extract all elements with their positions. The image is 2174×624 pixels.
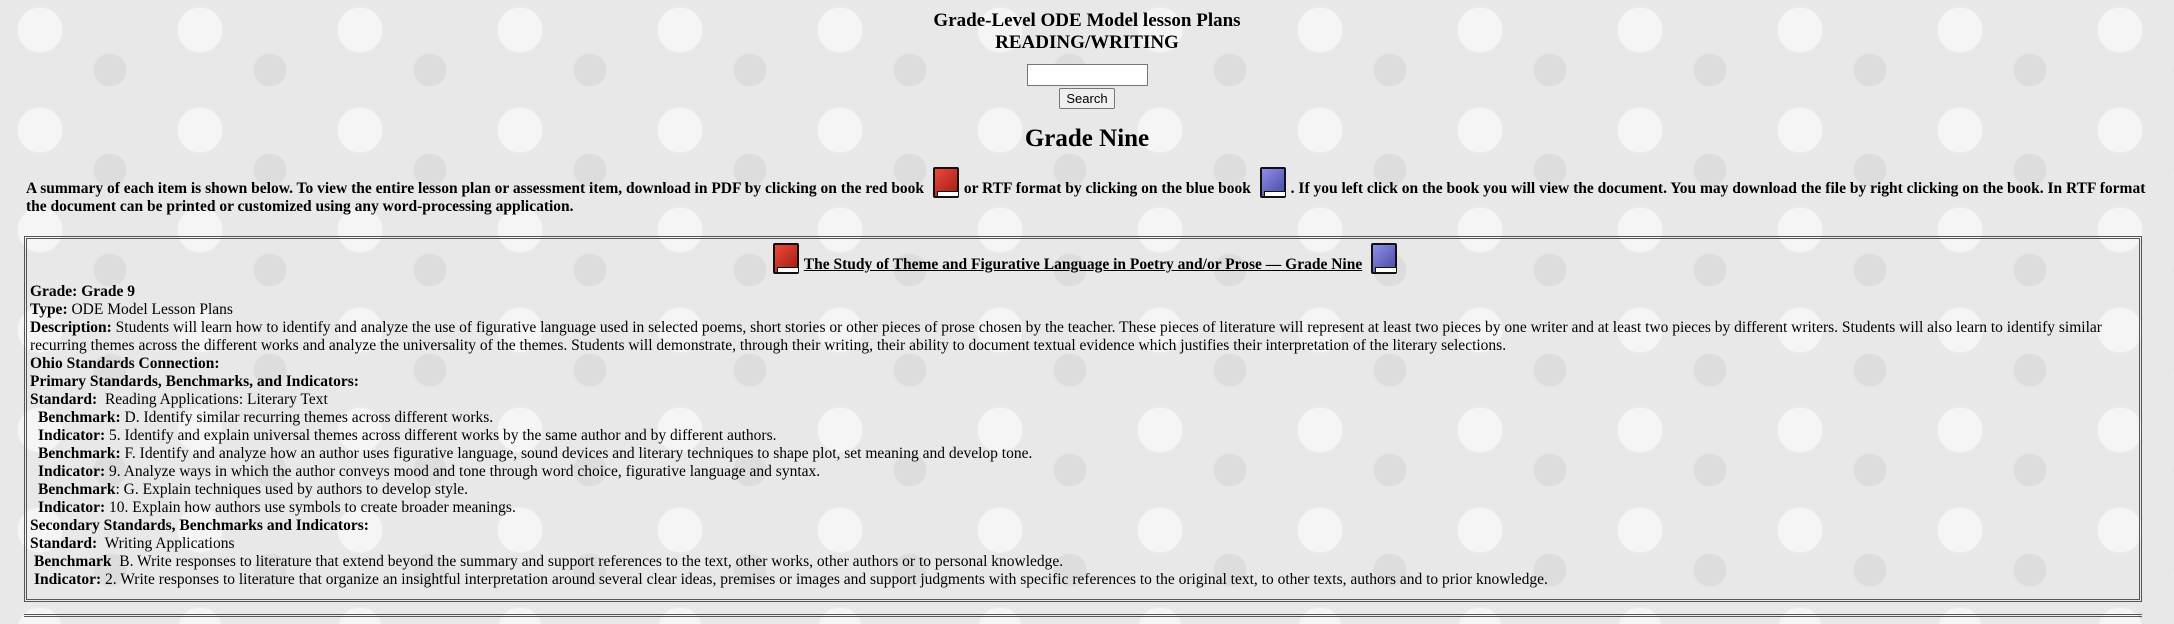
grade-row: Grade: Grade 9: [30, 283, 136, 300]
indicator-row: Indicator: 2. Write responses to literature that organize an insightful interpretation around several clear ideas, premises or images and support judgments with specific references to the original text, to other texts, authors and to prior knowledge.: [34, 571, 1548, 588]
page-subtitle: READING/WRITING: [995, 32, 1179, 53]
blue-book-icon: [1258, 167, 1284, 197]
benchmark-row: Benchmark: F. Identify and analyze how an author uses figurative language, sound devices and literary techniques to shape plot, set meaning and develop tone.: [38, 445, 1033, 462]
grade-heading: Grade Nine: [1024, 125, 1150, 152]
indicator-row: Indicator: 5. Identify and explain universal themes across different works by the same author and by different authors.: [38, 427, 777, 444]
summary-part3: . If you left click on the book you will view the document. You may download the file by right clicking on the book. In RTF format the document can be printed or customized using any word-processing application.: [26, 180, 2146, 215]
benchmark-row: Benchmark B. Write responses to literature that extend beyond the summary and support references to the text, other works, other authors or to personal knowledge.: [34, 553, 1064, 570]
summary-part2: or RTF format by clicking on the blue book: [963, 180, 1251, 197]
secondary-standards-heading: Secondary Standards, Benchmarks and Indicators:: [30, 517, 369, 534]
search-input[interactable]: [1027, 64, 1148, 86]
rtf-download-blue-book-icon[interactable]: [1369, 243, 1395, 273]
indicator-row: Indicator: 9. Analyze ways in which the author conveys mood and tone through word choice, figurative language and syntax.: [38, 463, 821, 480]
benchmark-row: Benchmark: G. Explain techniques used by authors to develop style.: [38, 481, 469, 498]
benchmark-row: Benchmark: D. Identify similar recurring themes across different works.: [38, 409, 494, 426]
lesson-details: [30, 283, 2136, 589]
standard-row: Standard: Writing Applications: [30, 535, 235, 552]
pdf-download-red-book-icon[interactable]: [771, 243, 797, 273]
primary-standards-heading: Primary Standards, Benchmarks, and Indicators:: [30, 373, 359, 390]
lesson-panel: [24, 236, 2142, 602]
search-button[interactable]: Search: [1059, 88, 1114, 109]
ohio-standards-heading: Ohio Standards Connection:: [30, 355, 220, 372]
search-form: [0, 64, 2174, 109]
lesson-title-row: [30, 243, 2136, 283]
summary-text: [26, 167, 2148, 216]
summary-part1: A summary of each item is shown below. To view the entire lesson plan or assessment item, download in PDF by clicking on the red book: [26, 180, 925, 197]
page-title: Grade-Level ODE Model lesson Plans: [933, 10, 1241, 31]
red-book-icon: [931, 167, 957, 197]
type-row: Type: ODE Model Lesson Plans: [30, 301, 233, 318]
standard-row: Standard: Reading Applications: Literary Text: [30, 391, 328, 408]
description-row: Description: Students will learn how to identify and analyze the use of figurative language used in selected poems, short stories or other pieces of prose chosen by the teacher. These pieces of literature will represent at least two pieces by one writer and at least two pieces by different writers. Students will also learn to identify similar recurring themes across the different works and analyze the universality of the themes. Students will demonstrate, through their writing, their ability to document textual evidence which justifies their interpretation of the literary selections.: [30, 319, 2102, 354]
next-panel-border: [24, 614, 2142, 624]
lesson-title-link[interactable]: The Study of Theme and Figurative Language in Poetry and/or Prose — Grade Nine: [803, 256, 1363, 273]
page-header: [0, 0, 2174, 54]
indicator-row: Indicator: 10. Explain how authors use symbols to create broader meanings.: [38, 499, 516, 516]
